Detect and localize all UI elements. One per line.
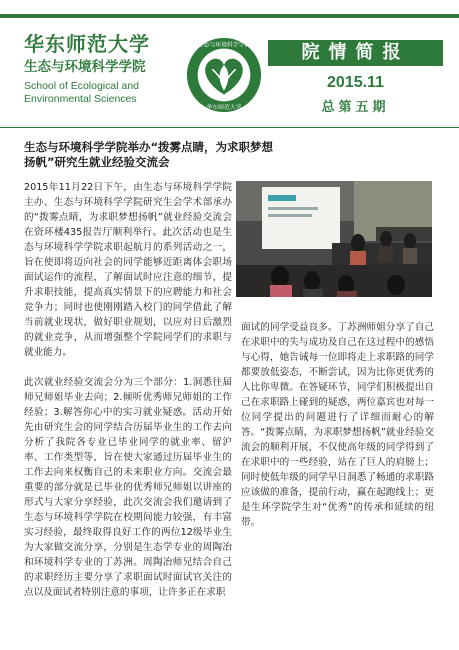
school-name-english-line1: School of Ecological and bbox=[24, 80, 139, 92]
article-title bbox=[24, 140, 424, 170]
university-name: 华东师范大学 bbox=[24, 32, 150, 56]
school-seal-logo bbox=[185, 36, 263, 114]
event-photo bbox=[236, 181, 432, 297]
article-column-right bbox=[241, 320, 434, 545]
article-column-left bbox=[24, 180, 232, 615]
school-name-english bbox=[24, 80, 204, 105]
school-name: 生态与环境科学学院 bbox=[24, 59, 146, 75]
school-name-block bbox=[24, 33, 204, 105]
article-paragraph-continued: 面试的同学受益良多。丁苏洲师姐分享了自己在求职中的失与成功及自己在这过程中的感悟与心得，她告诫每一位即将走上求职路的同学都要放低姿态，不断尝试，因为比你更优秀的人比你卑微。在答疑环节，同学们积极提出自己在求职路上碰到的疑惑，两位嘉宾也对每一位同学提出的问题进行了详细而耐心的解答。“拨雾点睛，为求职梦想扬帆”就业经验交流会的顺利开展，不仅使高年级的同学得到了在求职中的一些经验，站在了巨人的肩膀上；同时使低年级的同学早日洞悉了畅通的求职路应该做的准备，提前行动，赢在起跑线上；更是生环学院学生对“优秀”的传承和延续的纽带。 bbox=[241, 322, 434, 528]
publication-info bbox=[268, 40, 443, 115]
publication-date: 2015.11 bbox=[327, 74, 384, 91]
svg-text:华东师范大学: 华东师范大学 bbox=[206, 105, 242, 112]
article-title-line2: 扬帆”研究生就业经验交流会 bbox=[24, 155, 170, 169]
article-paragraph-continued: 此次就业经验交流会分为三个部分：1.洞悉往届师兄师姐毕业去向；2.倾听优秀师兄师姐的工作经验；3.解答你心中的实习就业疑惑。活动开始先由研究生会的同学结合历届毕业生的工作去向分析了我院各专业已毕业同学的就业率、留沪率、工作类型等，旨在使大家通过历届毕业生的工作去向来权衡自己的未来职业方向。交流会最重要的部分就是已毕业的优秀师兄师姐以讲座的形式与大家分享经验，此次交流会我们邀请到了生态与环境科学学院在校期间能力较强，有丰富实习经验，最终取得良好工作的两位12级毕业生为大家做交流分享，分别是生态学专业的周陶冶和环境科学专业的丁苏洲。周陶冶师兄结合自己的求职经历主要分享了求职面试时面试官关注的点以及面试者特别注意的事项，让许多正在求职 bbox=[24, 377, 232, 598]
header-bottom-rule bbox=[0, 127, 459, 128]
publication-title: 院情简报 bbox=[268, 40, 443, 66]
article-paragraph: 2015年11月22日下午，由生态与环境科学学院主办、生态与环境科学学院研究生会学术部承办的“拨雾点睛，为求职梦想扬帆”就业经验交流会在资环楼435报告厅顺利举行。此次活动也是生态与环境科学学院求职起航月的系列活动之一，旨在使即将迈向社会的同学能够近距离体会职场面试运作的流程，了解面试时应注意的细节，提升求职技能，提高真实情景下的应聘能力和社会竞争力；同时也使刚刚踏入校门的同学借此了解当前就业现状，做好职业规划，以应对日后激烈的就业竞争，从而增强整个学院同学们的求职与就业能力。 bbox=[24, 182, 232, 358]
article-title-line1: 生态与环境科学学院举办“拨雾点睛，为求职梦想 bbox=[24, 140, 274, 154]
issue-number: 总第五期 bbox=[321, 100, 390, 115]
svg-text:生态与环境科学学院: 生态与环境科学学院 bbox=[197, 42, 251, 49]
school-name-english-line2: Environmental Sciences bbox=[24, 92, 137, 105]
header-top-rule bbox=[0, 14, 459, 18]
